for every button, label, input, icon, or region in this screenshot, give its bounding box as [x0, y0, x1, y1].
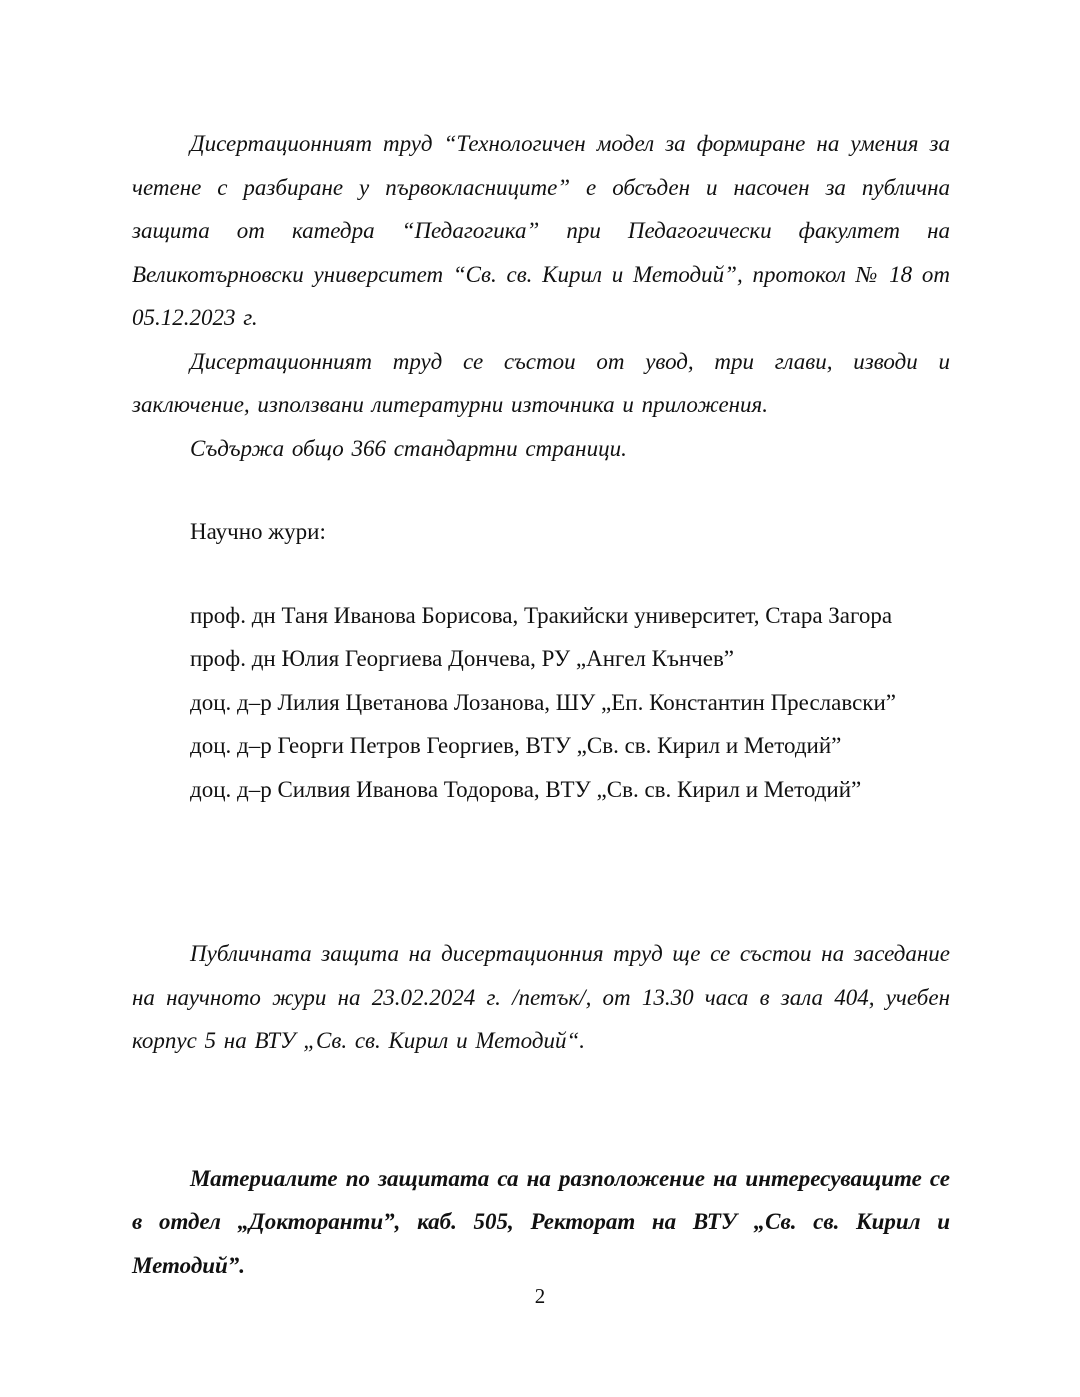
paragraph-public-defense: Публичната защита на дисертационния труд ще се състои на заседание на научното жури на 23.02.2024 г. /петък/, от 13.30 часа в зала 404, учебен корпус 5 на ВТУ „Св. св. Кирил и Методий“. — [132, 941, 950, 1053]
jury-member: доц. д–р Георги Петров Георгиев, ВТУ „Св. св. Кирил и Методий” — [190, 733, 842, 758]
jury-list — [132, 594, 950, 812]
paragraph-dissertation-volume: Съдържа общо 366 стандартни страници. — [190, 435, 627, 461]
paragraph-dissertation-structure: Дисертационният труд се състои от увод, три глави, изводи и заключение, използвани литературни източника и приложения. — [132, 348, 950, 417]
jury-member: доц. д–р Лилия Цветанова Лозанова, ШУ „Еп. Константин Преславски” — [190, 689, 896, 715]
jury-heading: Научно жури: — [190, 519, 326, 544]
jury-member: проф. дн Таня Иванова Борисова, Тракийски университет, Стара Загора — [190, 602, 893, 628]
jury-member: проф. дн Юлия Георгиева Дончева, РУ „Ангел Кънчев” — [190, 646, 735, 671]
paragraph-dissertation-review: Дисертационният труд “Технологичен модел за формиране на умения за четене с разбиране у първокласниците” е обсъден и насочен за публична защита от катедра “Педагогика” при Педагогически факултет на Великотърновски университет “Св. св. Кирил и Методий”, протокол № 18 от 05.12.2023 г. — [132, 131, 950, 330]
page-number: 2 — [534, 1284, 546, 1308]
paragraph-materials-availability: Материалите по защитата са на разположение на интересуващите се в отдел „Докторанти”, каб. 505, Ректорат на ВТУ „Св. св. Кирил и Методий”. — [132, 1165, 950, 1278]
jury-member: доц. д–р Силвия Иванова Тодорова, ВТУ „Св. св. Кирил и Методий” — [190, 776, 862, 802]
